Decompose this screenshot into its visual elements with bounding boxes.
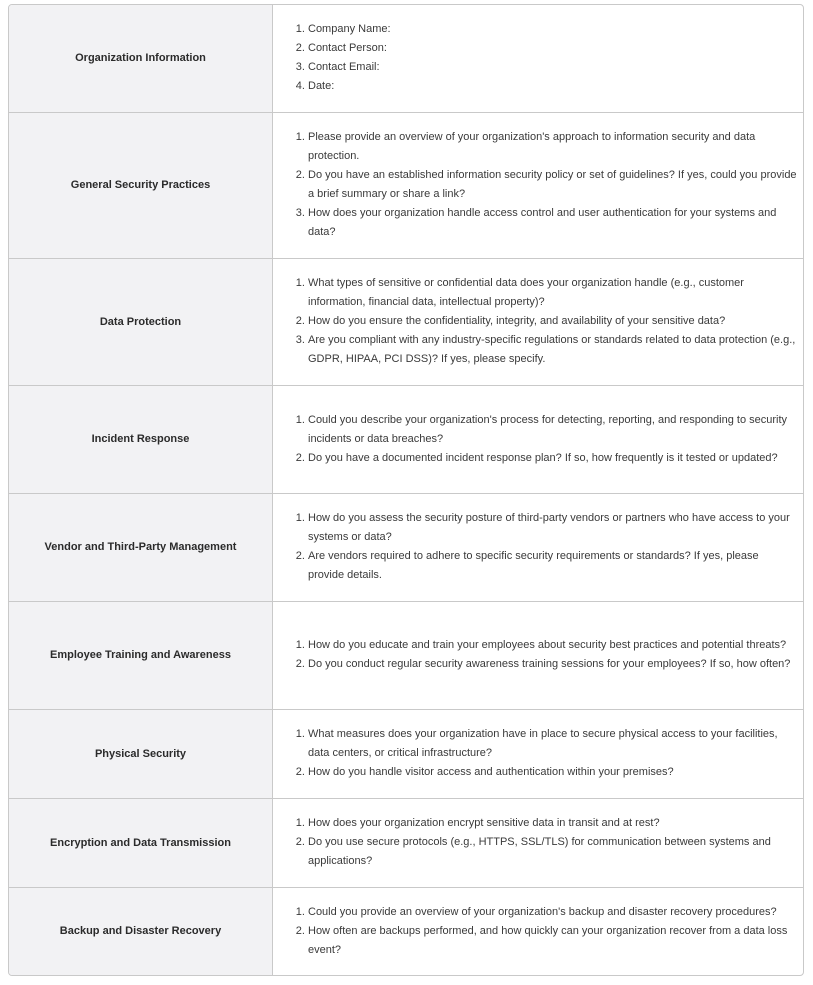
table-row (9, 709, 803, 798)
section-heading: Employee Training and Awareness (9, 601, 273, 709)
section-questions (273, 385, 804, 493)
list-item: 1. How do you assess the security posture of third-party vendors or partners who have access to your systems or data? (308, 509, 797, 547)
question-list (273, 20, 797, 96)
list-item: 2. How do you ensure the confidentiality, integrity, and availability of your sensitive data? (308, 312, 797, 331)
section-heading: Data Protection (9, 258, 273, 385)
table-row (9, 887, 803, 975)
section-heading: Incident Response (9, 385, 273, 493)
question-list (273, 725, 797, 782)
section-questions (273, 601, 804, 709)
section-heading: Encryption and Data Transmission (9, 798, 273, 887)
table-row (9, 5, 803, 112)
questionnaire-table-container (8, 4, 804, 976)
section-questions (273, 798, 804, 887)
section-heading: Organization Information (9, 5, 273, 112)
question-list (273, 509, 797, 585)
section-heading: Physical Security (9, 709, 273, 798)
list-item: 2. Contact Person: (308, 39, 797, 58)
list-item: 1. How does your organization encrypt sensitive data in transit and at rest? (308, 814, 797, 833)
table-row (9, 493, 803, 601)
list-item: 1. Could you describe your organization's process for detecting, reporting, and responding to security incidents or data breaches? (308, 411, 797, 449)
list-item: 1. Company Name: (308, 20, 797, 39)
list-item: 3. Contact Email: (308, 58, 797, 77)
section-heading: Backup and Disaster Recovery (9, 887, 273, 975)
list-item: 3. How does your organization handle access control and user authentication for your systems and data? (308, 204, 797, 242)
list-item: 2. Do you have an established information security policy or set of guidelines? If yes, could you provide a brief summary or share a link? (308, 166, 797, 204)
list-item: 1. What types of sensitive or confidential data does your organization handle (e.g., customer information, financial data, intellectual property)? (308, 274, 797, 312)
table-row (9, 385, 803, 493)
question-list (273, 903, 797, 960)
section-questions (273, 709, 804, 798)
section-questions (273, 5, 804, 112)
list-item: 4. Date: (308, 77, 797, 96)
table-row (9, 258, 803, 385)
section-questions (273, 112, 804, 258)
table-row (9, 112, 803, 258)
list-item: 3. Are you compliant with any industry-specific regulations or standards related to data protection (e.g., GDPR, HIPAA, PCI DSS)? If yes, please specify. (308, 331, 797, 369)
security-questionnaire-table (9, 5, 803, 975)
question-list (273, 636, 797, 674)
list-item: 2. Do you use secure protocols (e.g., HTTPS, SSL/TLS) for communication between systems and applications? (308, 833, 797, 871)
list-item: 1. Please provide an overview of your organization's approach to information security and data protection. (308, 128, 797, 166)
list-item: 2. Are vendors required to adhere to specific security requirements or standards? If yes, please provide details. (308, 547, 797, 585)
list-item: 1. Could you provide an overview of your organization's backup and disaster recovery procedures? (308, 903, 797, 922)
table-row (9, 798, 803, 887)
list-item: 1. How do you educate and train your employees about security best practices and potential threats? (308, 636, 797, 655)
list-item: 1. What measures does your organization have in place to secure physical access to your facilities, data centers, or critical infrastructure? (308, 725, 797, 763)
section-heading: General Security Practices (9, 112, 273, 258)
list-item: 2. Do you have a documented incident response plan? If so, how frequently is it tested or updated? (308, 449, 797, 468)
section-questions (273, 258, 804, 385)
section-questions (273, 887, 804, 975)
question-list (273, 411, 797, 468)
section-questions (273, 493, 804, 601)
list-item: 2. Do you conduct regular security awareness training sessions for your employees? If so, how often? (308, 655, 797, 674)
table-row (9, 601, 803, 709)
list-item: 2. How often are backups performed, and how quickly can your organization recover from a data loss event? (308, 922, 797, 960)
list-item: 2. How do you handle visitor access and authentication within your premises? (308, 763, 797, 782)
question-list (273, 814, 797, 871)
question-list (273, 128, 797, 242)
question-list (273, 274, 797, 369)
section-heading: Vendor and Third-Party Management (9, 493, 273, 601)
